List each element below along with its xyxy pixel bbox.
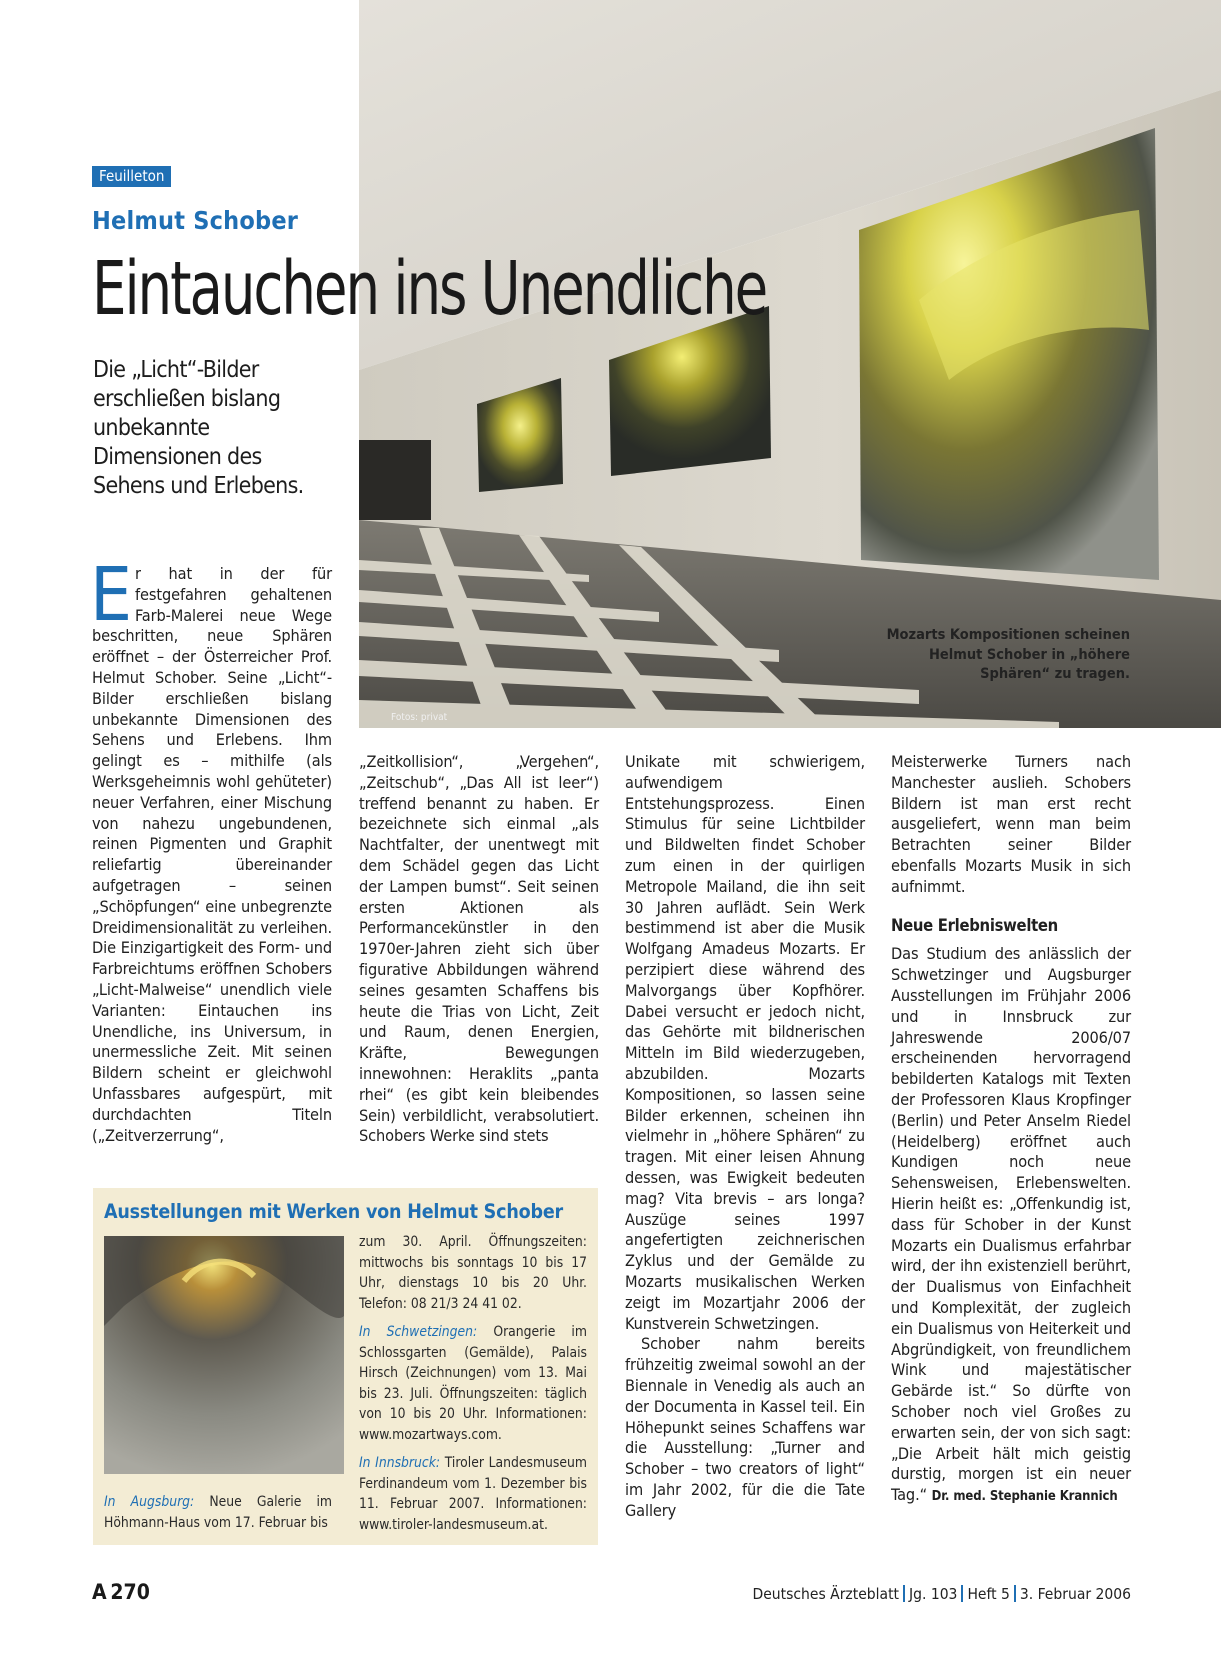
exhibition-city-innsbruck: In Innsbruck: — [359, 1455, 441, 1471]
footer-divider — [1014, 1585, 1016, 1602]
exhibition-city-augsburg: In Augsburg: — [104, 1494, 195, 1510]
column-3-paragraph-2: Schober nahm bereits frühzeitig zweimal sowohl an der Biennale in Venedig als auch an der Documenta in Kassel teil. Ein Höhepunkt seines Schaffens war die Ausstellung: „Turner and Schober – two creators of light“ im Jahr 2002, für die die Tate Gallery — [625, 1334, 865, 1520]
page-number-value: 270 — [110, 1580, 150, 1604]
journal-footer — [752, 1585, 1131, 1603]
exhibition-augsburg-continued: zum 30. April. Öffnungszeiten: mittwochs bis sonntags 10 bis 17 Uhr, dienstags 10 bis 20 Uhr. Telefon: 08 21/3 24 41 02. — [359, 1234, 587, 1312]
journal-issue: Heft 5 — [967, 1585, 1010, 1603]
column-1-text: r hat in der für festgefahren gehaltenen Farb-Malerei neue Wege beschritten, neue Sphären eröffnet – der Österreicher Prof. Helmut Schober. Seine „Licht“-Bilder erschließen bislang unbekannte Dimensionen des Sehens und Erlebens. Ihm gelingt es – mithilfe (als Werksgeheimnis wohl gehüteter) neuer Verfahren, einer Mischung von nahezu ungebundenen, reinen Pigmenten und Graphit reliefartig übereinander aufgetragen – seinen „Schöpfungen“ eine unbegrenzte Dreidimensionalität zu verleihen. Die Einzigartigkeit des Form- und Farbreichtums eröffnen Schobers „Licht-Malweise“ unendlich viele Varianten: Eintauchen ins Unendliche, ins Universum, in unermessliche Zeit. Mit seinen Bildern scheint er gleichwohl Unfassbares aufgespürt, mit durchdachten Titeln („Zeitverzerrung“, — [92, 564, 332, 1145]
journal-volume: Jg. 103 — [909, 1585, 958, 1603]
footer-divider — [961, 1585, 963, 1602]
column-3-paragraph-1: Unikate mit schwierigem, aufwendigem Entstehungsprozess. Einen Stimulus für seine Lichtbilder und Bildwelten findet Schober zum einen in der quirligen Metropole Mailand, die ihn seit 30 Jahren auflädt. Sein Werk bestimmend ist aber die Musik Wolfgang Amadeus Mozarts. Er perzipiert diese während des Malvorgangs über Kopfhörer. Dabei versucht er jedoch nicht, das Gehörte mit bildnerischen Mitteln im Bild wiederzugeben, abzubilden. Mozarts Kompositionen, so lassen seine Bilder erkennen, scheinen ihn vielmehr in „höhere Sphären“ zu tragen. Mit einer leisen Ahnung dessen, was Ewigkeit bedeuten mag? Vita brevis – ars longa? Auszüge seines 1997 angefertigten zeichnerischen Zyklus und der Gemälde zu Mozarts musikalischen Werken zeigt im Mozartjahr 2006 der Kunstverein Schwetzingen. — [625, 752, 865, 1333]
photo-credit: Fotos: privat — [391, 712, 448, 723]
article-column-2 — [359, 752, 599, 1147]
page-number-prefix: A — [92, 1580, 107, 1604]
exhibition-augsburg — [104, 1492, 332, 1541]
headline: Eintauchen ins Unendliche — [92, 246, 767, 332]
page-number — [92, 1580, 150, 1604]
lead-text: Die „Licht“-Bilder erschließen bislang unbekannte Dimensionen des Sehens und Erlebens. — [93, 357, 304, 499]
column-2-text: „Zeitkollision“, „Vergehen“, „Zeitschub“, „Das All ist leer“) treffend benannt zu haben. Er bezeichnete sich einmal „als Nachtfalter, der unentwegt mit dem Schädel gegen das Licht der Lampen bumst“. Seit seinen ersten Aktionen als Performancekünstler in den 1970er-Jahren zieht sich über figurative Abbildungen während seines gesamten Schaffens bis heute die Trias von Licht, Zeit und Raum, denen Energien, Kräfte, Bewegungen innewohnen: Heraklits „panta rhei“ (es gibt kein bleibendes Sein) verbildlicht, verabsolutiert. Schobers Werke sind stets — [359, 752, 599, 1146]
journal-date: 3. Februar 2006 — [1019, 1585, 1131, 1603]
column-4-paragraph-1: Meisterwerke Turners nach Manchester auslieh. Schobers Bildern ist man erst recht ausgeliefert, wenn man beim Betrachten seiner Bilder ebenfalls Mozarts Musik in sich aufnimmt. — [891, 752, 1131, 896]
article-column-1 — [90, 552, 332, 1146]
exhibition-innsbruck-text: Tiroler Landesmuseum Ferdinandeum vom 1. Dezember bis 11. Februar 2007. Informationen: www.tiroler-landesmuseum.at. — [359, 1455, 587, 1533]
journal-name: Deutsches Ärzteblatt — [752, 1585, 899, 1603]
exhibition-augsburg-text: Neue Galerie im Höhmann-Haus vom 17. Februar bis — [104, 1494, 332, 1531]
exhibition-city-schwetzingen: In Schwetzingen: — [359, 1324, 478, 1340]
drop-cap: E — [90, 552, 132, 638]
author-signature: Dr. med. Stephanie Krannich — [931, 1489, 1118, 1505]
author-name: Helmut Schober — [92, 206, 299, 235]
article-column-4 — [891, 752, 1131, 1508]
exhibition-schwetzingen-text: Orangerie im Schlossgarten (Gemälde), Palais Hirsch (Zeichnungen) vom 13. Mai bis 23. Juli. Öffnungszeiten: täglich von 10 bis 20 Uhr. Informationen: www.mozartways.com. — [359, 1324, 587, 1443]
column-4-paragraph-2: Das Studium des anlässlich der Schwetzinger und Augsburger Ausstellungen im Frühjahr 2006 und in Innsbruck zur Jahreswende 2006/07 erscheinenden hervorragend bebilderten Katalogs mit Texten der Professoren Klaus Kropfinger (Berlin) und Peter Anselm Riedel (Heidelberg) eröffnet auch Kundigen noch neue Sehensweisen, Erlebenswelten. Hierin heißt es: „Offenkundig ist, dass für Schober in der Kunst Mozarts ein Dualismus erfahrbar wird, der ihn existenziell berührt, der Dualismus von Einfachheit und Komplexität, der zugleich ein Dualismus von Heiterkeit und Abgründigkeit, von freundlichem Wink und majestätischer Gebärde ist.“ So dürfte von Schober noch viel Großes zu erwarten sein, der von sich sagt: „Die Arbeit hält mich geistig durstig, morgen ist ein neuer Tag.“ — [891, 944, 1131, 1505]
subheading: Neue Erlebniswelten — [891, 915, 1058, 935]
section-tag: Feuilleton — [92, 166, 171, 187]
gallery-photo — [359, 0, 1221, 728]
exhibitions-box-title: Ausstellungen mit Werken von Helmut Schober — [104, 1200, 563, 1223]
gallery-photo-illustration — [359, 0, 1221, 728]
exhibition-painting-illustration — [104, 1236, 344, 1474]
footer-divider — [903, 1585, 905, 1602]
photo-caption: Mozarts Kompositionen scheinen Helmut Schober in „höhere Sphären“ zu tragen. — [886, 627, 1130, 682]
article-column-3 — [625, 752, 865, 1521]
exhibition-painting-image — [104, 1236, 344, 1474]
exhibition-details — [359, 1232, 587, 1543]
